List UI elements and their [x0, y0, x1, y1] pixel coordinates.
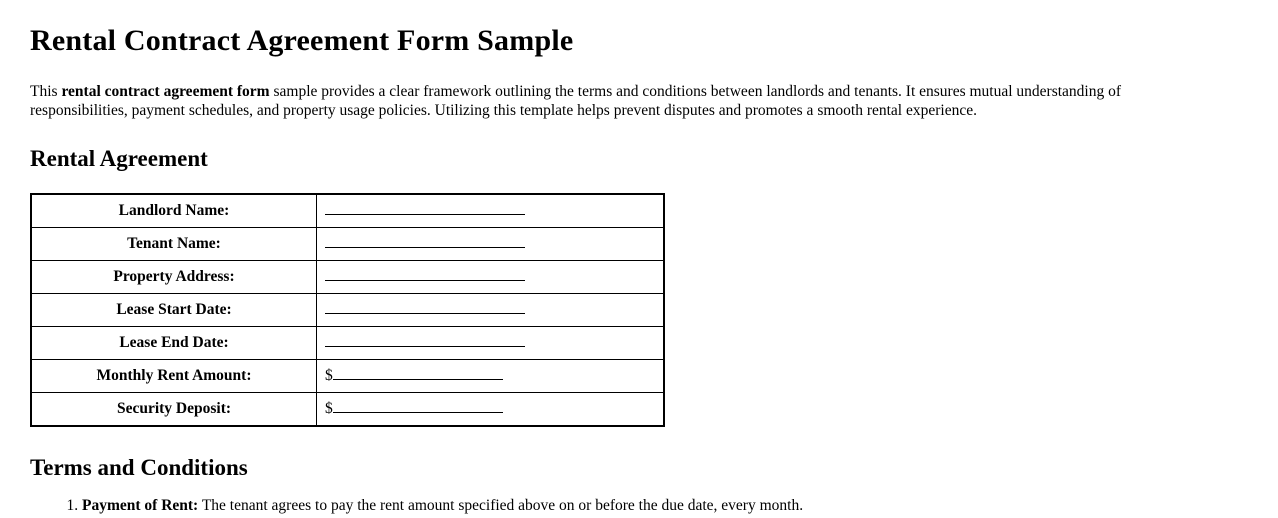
terms-list: [30, 495, 1248, 517]
row-value-tenant-name[interactable]: [317, 228, 665, 261]
blank-line: [325, 268, 525, 281]
blank-line: [325, 202, 525, 215]
blank-line: [325, 334, 525, 347]
table-row: [31, 194, 664, 228]
rental-agreement-table: [30, 193, 665, 427]
list-item: [82, 495, 1248, 517]
blank-line: [325, 301, 525, 314]
blank-line: [333, 367, 503, 380]
blank-line: [325, 235, 525, 248]
row-label-lease-start-date: Lease Start Date:: [31, 294, 317, 327]
intro-paragraph: [30, 82, 1165, 121]
section-title-terms-and-conditions: Terms and Conditions: [30, 455, 248, 481]
page-title: Rental Contract Agreement Form Sample: [30, 24, 574, 57]
table-row: [31, 327, 664, 360]
intro-bold-term: rental contract agreement form: [61, 82, 270, 100]
row-label-monthly-rent-amount: Monthly Rent Amount:: [31, 360, 317, 393]
table-row: [31, 360, 664, 393]
row-label-lease-end-date: Lease End Date:: [31, 327, 317, 360]
row-value-property-address[interactable]: [317, 261, 665, 294]
currency-symbol: $: [325, 367, 333, 385]
table-row: [31, 294, 664, 327]
term-label-payment-of-rent: Payment of Rent:: [82, 497, 199, 515]
row-label-tenant-name: Tenant Name:: [31, 228, 317, 261]
row-label-landlord-name: Landlord Name:: [31, 194, 317, 228]
row-value-lease-end-date[interactable]: [317, 327, 665, 360]
blank-line: [333, 400, 503, 413]
row-label-security-deposit: Security Deposit:: [31, 393, 317, 427]
row-label-property-address: Property Address:: [31, 261, 317, 294]
currency-symbol: $: [325, 400, 333, 418]
table-row: [31, 228, 664, 261]
row-value-monthly-rent-amount[interactable]: [317, 360, 665, 393]
row-value-lease-start-date[interactable]: [317, 294, 665, 327]
term-text-payment-of-rent: The tenant agrees to pay the rent amount specified above on or before the due date, every month.: [198, 497, 804, 515]
row-value-security-deposit[interactable]: [317, 393, 665, 427]
table-row: [31, 393, 664, 427]
row-value-landlord-name[interactable]: [317, 194, 665, 228]
section-title-rental-agreement: Rental Agreement: [30, 146, 208, 172]
table-row: [31, 261, 664, 294]
intro-suffix: sample provides a clear framework outlining the terms and conditions between landlords and tenants. It ensures mutual understanding of responsibilities, payment schedules, and property usage policies. Utilizing this template helps prevent disputes and promotes a smooth rental experience.: [30, 82, 1122, 119]
intro-prefix: This: [30, 82, 62, 100]
